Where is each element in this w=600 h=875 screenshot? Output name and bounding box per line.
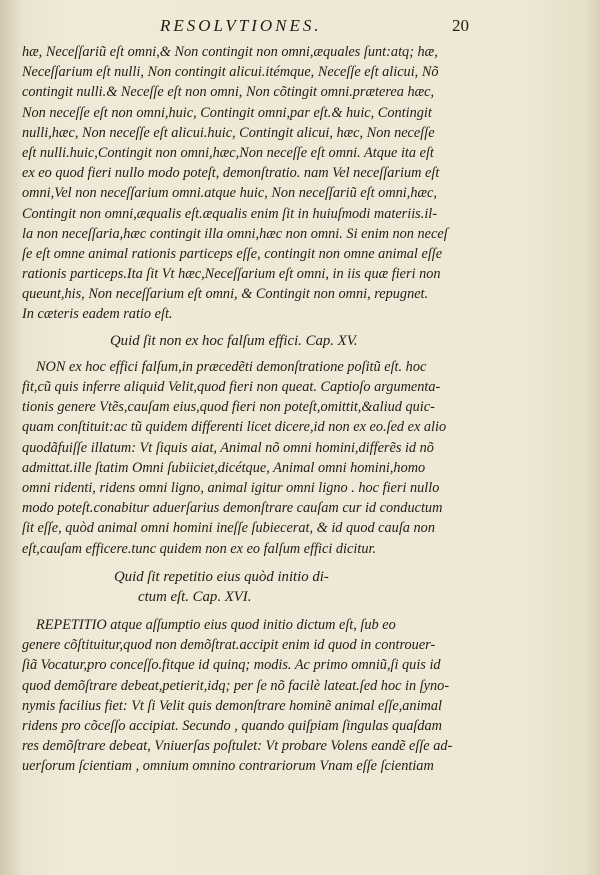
text-line: rationis particeps.Ita ſit Vt hæc,Neceſſarium eſt omni, in iis quæ fieri non	[22, 266, 441, 283]
text-line: omni,Vel non neceſſarium omni.atque huic, Non neceſſariũ eſt omni,hæc,	[22, 185, 437, 202]
text-line: queunt,his, Non neceſſarium eſt omni, & Contingit non omni, repugnet.	[22, 286, 429, 303]
text-line: ex eo quod fieri nullo modo poteſt, demonſtratio. nam Vel neceſſarium eſt	[22, 165, 440, 182]
text-line: admittat.ille ſtatim Omni ſubiiciet,dicétque, Animal omni homini,homo	[22, 459, 426, 476]
text-line: tionis genere Vtẽs,cauſam eius,quod fieri non poteſt,omittit,&aliud quic-	[22, 399, 435, 416]
text-line: eſt nulli.huic,Contingit non omni,hæc,Non neceſſe eſt omni. Atque ita eſt	[22, 144, 434, 161]
text-line: modo poteſt.conabitur aduerſarius demonſtrare cauſam cur id conductum	[22, 500, 443, 517]
text-line: genere cõſtituitur,quod non demõſtrat.accipit enim id quod in controuer-	[22, 637, 436, 654]
text-line: la non neceſſaria,hæc contingit illa omni,hæc non omni. Si enim non neceſ	[22, 225, 448, 242]
text-line: uerſorum ſcientiam , omnium omnino contrariorum Vnam eſſe ſcientiam	[22, 758, 434, 775]
text-line: fit,cũ quis inferre aliquid Velit,quod fieri non queat. Captioſo argumenta-	[22, 379, 441, 395]
running-head: RESOLVTIONES.	[160, 16, 322, 35]
text-line: Neceſſarium eſt nulli, Non contingit alicui.itémque, Neceſſe eſt alicui, Nõ	[22, 64, 439, 81]
text-line: In cæteris eadem ratio eſt.	[22, 306, 173, 323]
text-line: ſit eſſe, quòd animal omni homini ineſſe ſubiecerat, & id quod cauſa non	[22, 520, 435, 537]
text-line: NON ex hoc effici falſum,in præcedẽti demonſtratione poſitũ eſt. hoc	[36, 358, 427, 375]
text-line: ſe eſt omne animal rationis particeps eſſe, contingit non omne animal eſſe	[22, 245, 443, 262]
text-line: quodãfuiſſe illatum: Vt ſiquis aiat, Animal nõ omni homini,differẽs id nõ	[22, 439, 434, 456]
text-line: contingit nulli.& Neceſſe eſt non omni, Non cõtingit omni.præterea hæc,	[22, 84, 435, 101]
page-header	[0, 16, 600, 40]
main-text	[22, 42, 578, 777]
page-number: 20	[452, 16, 469, 35]
text-line: res demõſtrare debeat, Vniuerſas poſtulet: Vt probare Volens eandẽ eſſe ad-	[22, 738, 453, 755]
chapter-heading: Quid ſit repetitio eius quòd initio di-	[114, 568, 329, 585]
text-line: REPETITIO atque aſſumptio eius quod initio dictum eſt, ſub eo	[36, 617, 396, 634]
text-line: ridens pro cõceſſo accipiat. Secundo , quando quiſpiam ſingulas quaſdam	[22, 718, 442, 734]
text-line: hæ, Neceſſariũ eſt omni,& Non contingit non omni,æquales ſunt:atq; hæ,	[22, 44, 438, 60]
text-line: ſiã Vocatur,pro conceſſo.fitque id quinq; modis. Ac primo omniũ,ſi quis id	[22, 657, 441, 674]
text-line: Non neceſſe eſt non omni,huic, Contingit omni,par eſt.& huic, Contingit	[22, 104, 432, 121]
text-line: omni ridenti, ridens omni ligno, animal igitur omni ligno . hoc fieri nullo	[22, 479, 440, 496]
text-line: nymis facilius fiet: Vt ſi Velit quis demonſtrare hominẽ animal eſſe,animal	[22, 697, 442, 714]
text-line: quam conſtituit:ac tũ quidem differenti licet dicere,id non ex eo.ſed ex alio	[22, 419, 447, 436]
chapter-heading: Quid ſit non ex hoc falſum effici. Cap. XV.	[110, 332, 358, 349]
text-line: quod demõſtrare debeat,petierit,idq; per ſe nõ facilè lateat.ſed hoc in ſyno-	[22, 677, 450, 694]
text-line: eſt,cauſam efficere.tunc quidem non ex eo falſum effici dicitur.	[22, 540, 377, 557]
text-line: Contingit non omni,æqualis eſt.æqualis enim ſit in huiuſmodi materiis.il-	[22, 205, 438, 222]
chapter-heading-continued: ctum eſt. Cap. XVI.	[138, 588, 252, 605]
text-line: nulli,hæc, Non neceſſe eſt alicui.huic, Contingit alicui, hæc, Non neceſſe	[22, 124, 435, 141]
